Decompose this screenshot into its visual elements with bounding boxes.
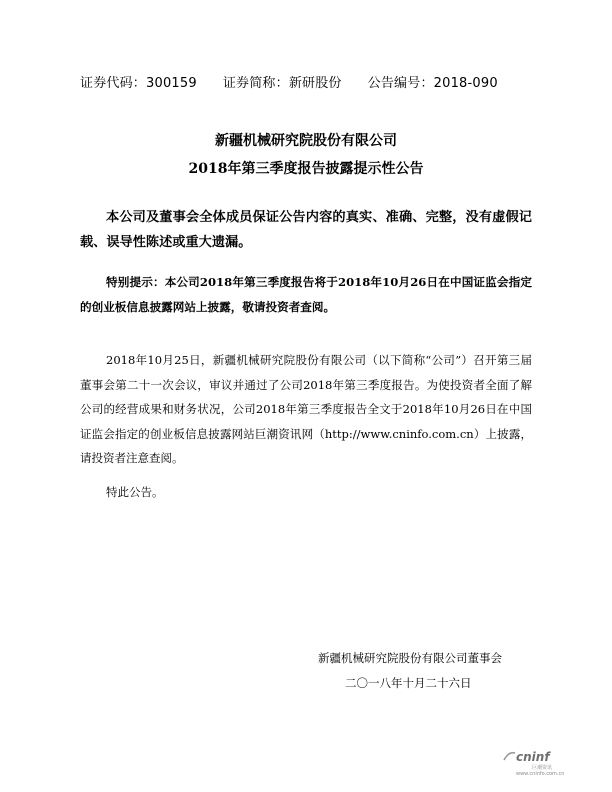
- company-title: 新疆机械研究院股份有限公司: [215, 133, 397, 149]
- signature-date: 二〇一八年十月二十六日: [345, 676, 472, 690]
- cninfo-watermark-logo: [508, 750, 578, 782]
- special-notice: 特别提示：本公司2018年第三季度报告将于2018年10月26日在中国证监会指定的创业板信息披露网站上披露，敬请投资者查阅。: [80, 275, 532, 314]
- closing-text: 特此公告。: [106, 485, 164, 499]
- stock-code: 证券代码：300159: [80, 76, 197, 91]
- board-declaration: 本公司及董事会全体成员保证公告内容的真实、准确、完整，没有虚假记载、误导性陈述或重大遗漏。: [80, 210, 532, 250]
- notice-title: 2018年第三季度报告披露提示性公告: [188, 161, 424, 177]
- stock-name: 证券简称：新研股份: [222, 76, 342, 91]
- logo-swoosh-icon: [502, 750, 516, 764]
- logo-url: www.cninfo.com.cn: [516, 771, 565, 777]
- logo-subtitle: 巨潮资讯: [532, 765, 553, 771]
- body-paragraph: 2018年10月25日，新疆机械研究院股份有限公司（以下简称“公司”）召开第三届董事会第二十一次会议，审议并通过了公司2018年第三季度报告。为使投资者全面了解公司的经营成果和财务状况，公司2018年第三季度报告全文于2018年10月26日在中国证监会指定的创业板信息披露网站巨潮资讯网（http://www.cninfo.com.cn）上披露，请投资者注意查阅。: [80, 353, 532, 465]
- announcement-header: [80, 72, 530, 91]
- logo-brand: cninf: [516, 750, 550, 764]
- signature-company: 新疆机械研究院股份有限公司董事会: [318, 651, 502, 665]
- announcement-number: 公告编号：2018-090: [367, 76, 498, 91]
